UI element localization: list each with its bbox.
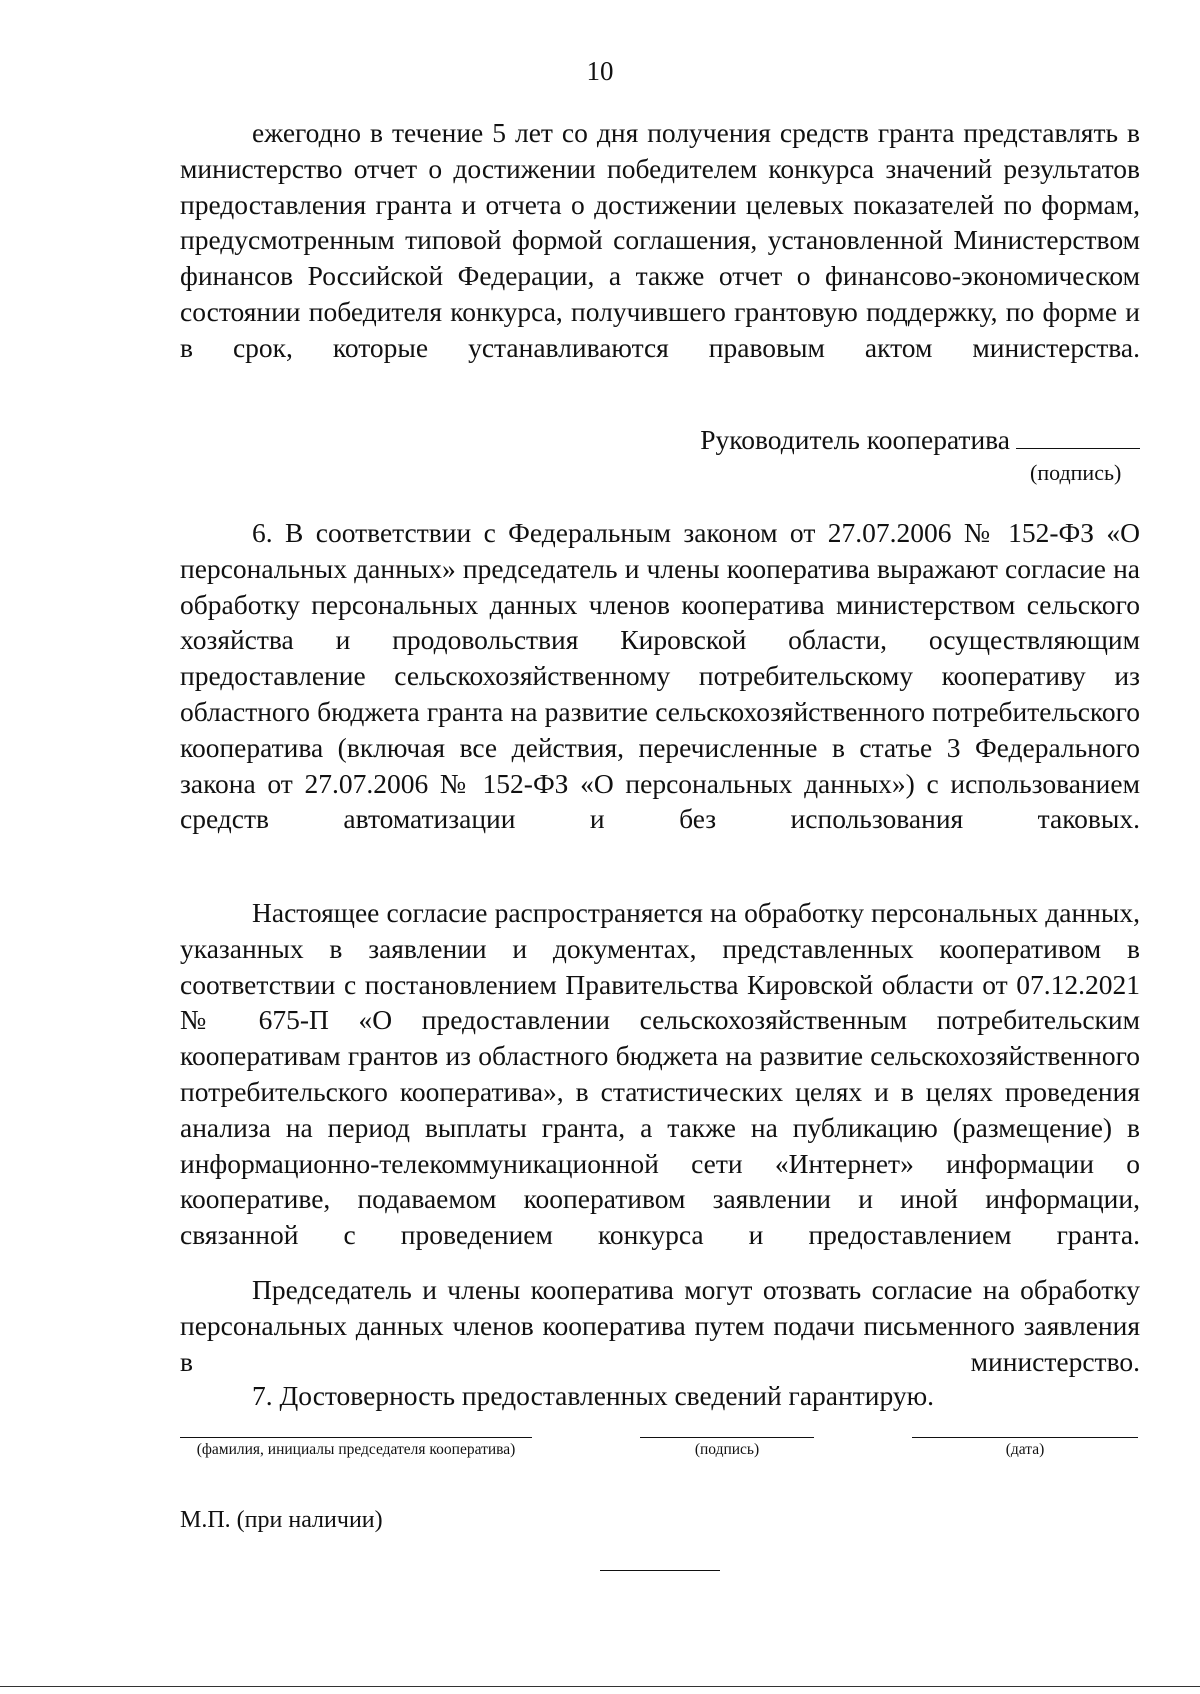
chairman-signature-caption: (подпись) <box>694 1441 760 1458</box>
scan-bottom-edge <box>0 1686 1200 1687</box>
head-signature-blank <box>1016 422 1140 449</box>
reporting-obligation-paragraph: ежегодно в течение 5 лет со дня получения средств гранта представлять в министерство отчет о достижении победителем конкурса значений результатов предоставления гранта и отчета о достижении целевых показателей по формам, предусмотренным типовой формой соглашения, установленной Министерством финансов Российской Федерации, а также отчет о финансово-экономическом состоянии победителя конкурса, получившего грантовую поддержку, по форме и в срок, которые устанавливаются правовым актом министерства. <box>180 117 1140 363</box>
date-caption: (дата) <box>1005 1441 1045 1458</box>
chairman-signature-rule <box>640 1437 814 1438</box>
seal-note: М.П. (при наличии) <box>180 1507 383 1533</box>
chairman-name-caption: (фамилия, инициалы председателя кооператива) <box>196 1441 516 1458</box>
personal-data-consent-paragraph: 6. В соответствии с Федеральным законом от 27.07.2006 № 152-ФЗ «О персональных данных» председатель и члены кооператива выражают согласие на обработку персональных данных членов кооператива министерством сельского хозяйства и продовольствия Кировской области, осуществляющим предоставление сельскохозяйственному потребительскому кооперативу из областного бюджета гранта на развитие сельскохозяйственного потребительского кооператива (включая все действия, перечисленные в статье 3 Федерального закона от 27.07.2006 № 152-ФЗ «О персональных данных») с использованием средств автоматизации и без использования таковых. <box>180 517 1140 835</box>
chairman-name-field <box>180 1437 532 1460</box>
head-signature-line <box>700 422 1140 458</box>
chairman-name-rule <box>180 1437 532 1438</box>
page-number: 10 <box>586 56 614 86</box>
accuracy-guarantee-paragraph: 7. Достоверность предоставленных сведений гарантирую. <box>252 1380 935 1411</box>
consent-scope-paragraph: Настоящее согласие распространяется на обработку персональных данных, указанных в заявлении и документах, представленных кооперативом в соответствии с постановлением Правительства Кировской области от 07.12.2021 № 675-П «О предоставлении сельскохозяйственным потребительским кооперативам грантов из областного бюджета на развитие сельскохозяйственного потребительского кооператива», в статистических целях и в целях проведения анализа на период выплаты гранта, а также на публикацию (размещение) в информационно-телекоммуникационной сети «Интернет» информации о кооперативе, подаваемом кооперативом заявлении и иной информации, связанной с проведением конкурса и предоставлением гранта. <box>180 897 1140 1251</box>
consent-withdrawal-paragraph: Председатель и члены кооператива могут отозвать согласие на обработку персональных данных членов кооператива путем подачи письменного заявления в министерство. <box>180 1274 1140 1377</box>
end-of-document-rule <box>600 1570 720 1571</box>
date-rule <box>912 1437 1138 1438</box>
head-signature-label: Руководитель кооператива <box>700 424 1010 455</box>
date-field <box>912 1437 1138 1460</box>
head-signature-caption: (подпись) <box>1030 460 1122 485</box>
chairman-signature-field <box>640 1437 814 1460</box>
